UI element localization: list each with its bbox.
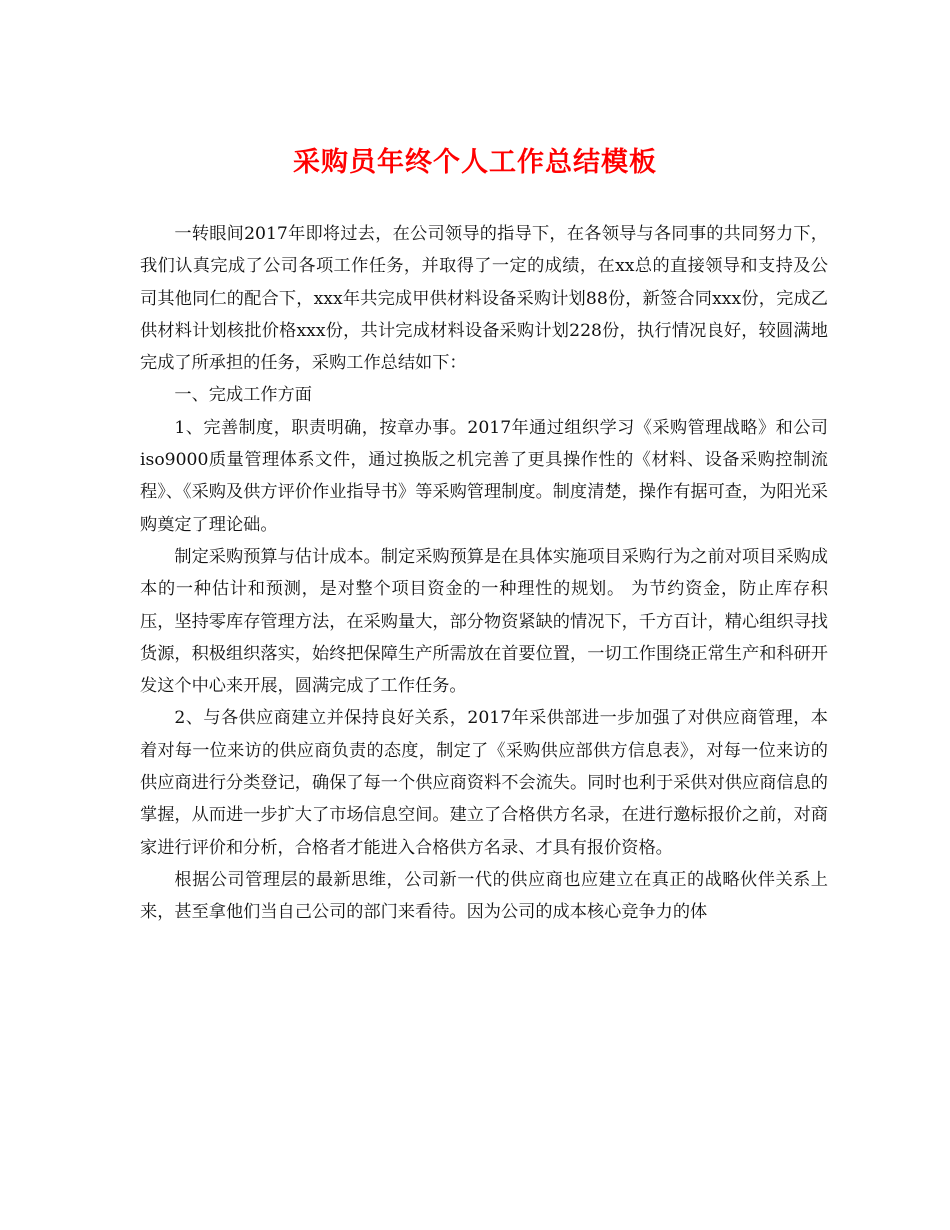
paragraph-strategic-partners: 根据公司管理层的最新思维，公司新一代的供应商也应建立在真正的战略伙伴关系上来，甚至拿他们当自己公司的部门来看待。因为公司的成本核心竞争力的体 [140, 869, 828, 923]
document-body [140, 218, 828, 929]
paragraph-item-2: 2、与各供应商建立并保持良好关系，2017年采供部进一步加强了对供应商管理，本着对每一位来访的供应商负责的态度，制定了《采购供应部供方信息表》，对每一位来访的供应商进行分类登记，确保了每一个供应商资料不会流失。同时也利于采供对供应商信息的掌握，从而进一步扩大了市场信息空间。建立了合格供方名录，在进行邀标报价之前，对商家进行评价和分析，合格者才能进入合格供方名录、才具有报价资格。 [140, 708, 828, 858]
section-heading-completed-work: 一、完成工作方面 [174, 385, 312, 406]
paragraph-intro: 一转眼间2017年即将过去，在公司领导的指导下，在各领导与各同事的共同努力下，我们认真完成了公司各项工作任务，并取得了一定的成绩，在xx总的直接领导和支持及公司其他同仁的配合下，xxx年共完成甲供材料设备采购计划88份，新签合同xxx份，完成乙供材料计划核批价格xxx份，共计完成材料设备采购计划228份，执行情况良好，较圆满地完成了所承担的任务，采购工作总结如下： [140, 224, 828, 374]
paragraph-item-1: 1、完善制度，职责明确，按章办事。2017年通过组织学习《采购管理战略》和公司iso9000质量管理体系文件，通过换版之机完善了更具操作性的《材料、设备采购控制流程》、《采购及供方评价作业指导书》等采购管理制度。制度清楚，操作有据可查，为阳光采购奠定了理论础。 [140, 417, 828, 535]
paragraph-budget: 制定采购预算与估计成本。制定采购预算是在具体实施项目采购行为之前对项目采购成本的一种估计和预测，是对整个项目资金的一种理性的规划。 为节约资金，防止库存积压，坚持零库存管理方法，在采购量大，部分物资紧缺的情况下，千方百计，精心组织寻找货源，积极组织落实，始终把保障生产所需放在首要位置，一切工作围绕正常生产和科研开发这个中心来开展，圆满完成了工作任务。 [140, 546, 828, 697]
document-title: 采购员年终个人工作总结模板 [293, 147, 657, 178]
